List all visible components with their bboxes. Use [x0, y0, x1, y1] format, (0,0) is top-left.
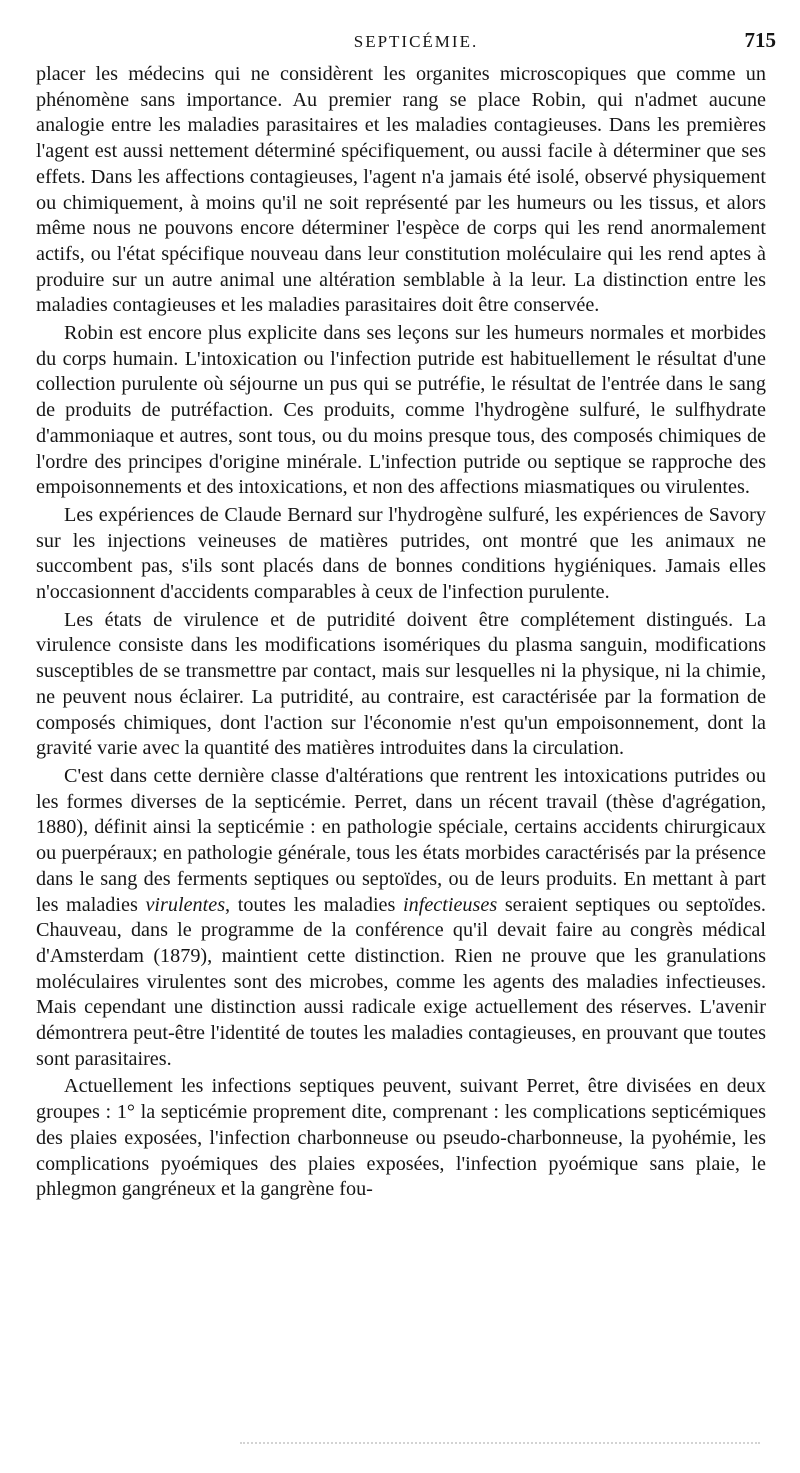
body-text — [36, 62, 766, 1203]
footer-print-marks — [240, 1432, 760, 1444]
page-header — [36, 22, 776, 62]
paragraph: Les expériences de Claude Bernard sur l'hydrogène sulfuré, les expériences de Savory sur les injections veineuses de matières putrides, ont montré que les animaux ne succombent pas, s'ils sont placés dans de bonnes conditions hygiéniques. Jamais elles n'occasionnent d'accidents comparables à ceux de l'infection purulente. — [36, 503, 766, 604]
paragraph: Robin est encore plus explicite dans ses leçons sur les humeurs normales et morbides du corps humain. L'intoxication ou l'infection putride est habituellement le résultat d'une collection purulente où séjourne un pus qui se putréfie, le résultat de l'entrée dans le sang de produits de putréfaction. Ces produits, comme l'hydrogène sulfuré, le sulfhydrate d'ammoniaque et autres, sont tous, ou du moins presque tous, des composés chimiques de l'ordre des principes d'origine minérale. L'infection putride ou septique se rapproche des empoisonnements et des intoxications, et non des affections miasmatiques ou virulentes. — [36, 322, 766, 499]
running-title: SEPTICÉMIE. — [353, 32, 479, 51]
paragraph-text: C'est dans cette dernière classe d'altérations que rentrent les intoxications putrides ou les formes diverses de la septicémie. Perret, dans un récent travail (thèse d'agrégation, 1880), définit ainsi la septicémie : en pathologie spéciale, certains accidents chirurgicaux ou puerpéraux; en pathologie générale, tous les états morbides caractérisés par la présence dans le sang des ferments septiques ou septoïdes, ou de leurs produits. En mettant à part les maladies — [36, 764, 766, 916]
paragraph-text: , toutes les maladies — [225, 893, 404, 916]
italic-term: virulentes — [145, 893, 226, 916]
paragraph: placer les médecins qui ne considèrent les organites microscopiques que comme un phénomène sans importance. Au premier rang se place Robin, qui n'admet aucune analogie entre les maladies parasitaires et les maladies contagieuses. Dans les premières l'agent est aussi nettement déterminé spécifiquement, ou aussi facile à déterminer que ses effets. Dans les affections contagieuses, l'agent n'a jamais été isolé, observé physiquement ou chimiquement, à moins qu'il ne soit représenté par les humeurs ou les tissus, et alors même nous ne pouvons encore déterminer l'espèce de corps qui les rend anormalement actifs, ou l'état spécifique nouveau dans leur constitution moléculaire qui les rend aptes à produire sur un autre animal une altération semblable à la leur. La distinction entre les maladies contagieuses et les maladies parasitaires doit être conservée. — [36, 63, 766, 317]
paragraph — [36, 764, 766, 1072]
book-page — [36, 22, 776, 1203]
page-number: 715 — [744, 28, 776, 52]
paragraph-text: seraient septiques ou septoïdes. Chauveau, dans le programme de la conférence qu'il devait faire au congrès médical d'Amsterdam (1879), maintient cette distinction. Rien ne prouve que les granulations moléculaires virulentes sont des microbes, comme les agents des maladies infectieuses. Mais cependant une distinction aussi radicale exige actuellement des réserves. L'avenir démontrera peut-être l'identité de toutes les maladies contagieuses, en prouvant que toutes sont parasitaires. — [36, 893, 766, 1070]
paragraph: Actuellement les infections septiques peuvent, suivant Perret, être divisées en deux groupes : 1° la septicémie proprement dite, comprenant : les complications septicémiques des plaies exposées, l'infection charbonneuse ou pseudo-charbonneuse, la pyohémie, les complications pyoémiques des plaies exposées, l'infection pyoémique sans plaie, le phlegmon gangréneux et la gangrène fou- — [36, 1075, 766, 1201]
paragraph: Les états de virulence et de putridité doivent être complétement distingués. La virulence consiste dans les modifications isomériques du plasma sanguin, modifications susceptibles de se transmettre par contact, mais sur lesquelles ni la physique, ni la chimie, ne peuvent nous éclairer. La putridité, au contraire, est caractérisée par la formation de composés chimiques, dont l'action sur l'économie n'est qu'un empoisonnement, dont la gravité varie avec la quantité des matières introduites dans la circulation. — [36, 608, 766, 760]
italic-term: infectieuses — [403, 893, 498, 916]
